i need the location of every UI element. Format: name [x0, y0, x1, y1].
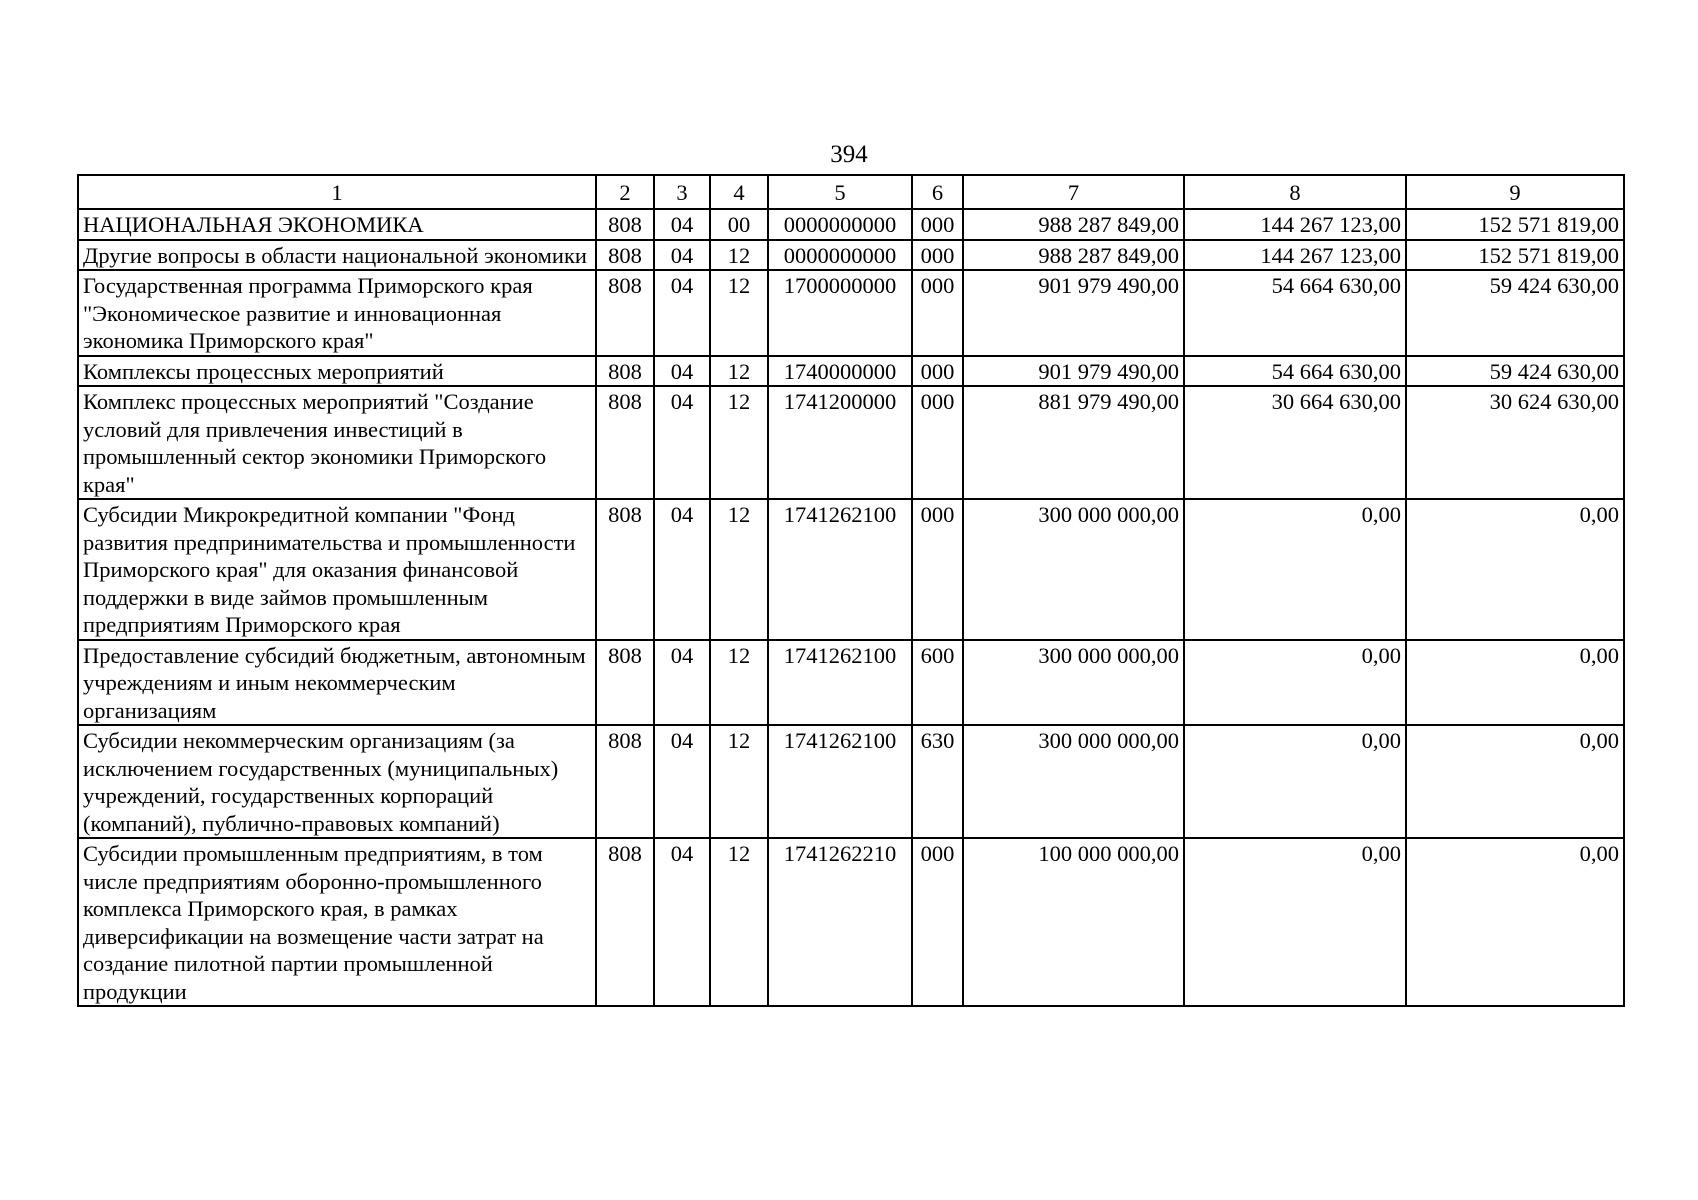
- cell-amount-col8: 0,00: [1184, 499, 1406, 640]
- cell-amount-col8: 144 267 123,00: [1184, 240, 1406, 271]
- cell-ministry-code: 808: [596, 240, 654, 271]
- cell-amount-col7: 300 000 000,00: [963, 725, 1184, 838]
- header-cell: 6: [912, 175, 963, 209]
- header-cell: 8: [1184, 175, 1406, 209]
- cell-section-code: 04: [654, 640, 710, 726]
- cell-amount-col7: 300 000 000,00: [963, 499, 1184, 640]
- cell-amount-col8: 0,00: [1184, 838, 1406, 1006]
- header-cell: 5: [768, 175, 912, 209]
- row-name: Комплекс процессных мероприятий "Создание условий для привлечения инвестиций в промышленный сектор экономики Приморского края": [78, 386, 596, 499]
- cell-expense-type-code: 000: [912, 270, 963, 356]
- table-row: [78, 725, 1624, 838]
- cell-amount-col7: 988 287 849,00: [963, 209, 1184, 240]
- cell-section-code: 04: [654, 725, 710, 838]
- cell-amount-col7: 901 979 490,00: [963, 356, 1184, 387]
- cell-subsection-code: 12: [710, 838, 768, 1006]
- cell-expense-type-code: 630: [912, 725, 963, 838]
- cell-amount-col8: 0,00: [1184, 640, 1406, 726]
- cell-target-code: 1741262100: [768, 725, 912, 838]
- cell-ministry-code: 808: [596, 270, 654, 356]
- cell-amount-col8: 144 267 123,00: [1184, 209, 1406, 240]
- cell-subsection-code: 12: [710, 386, 768, 499]
- table-row: [78, 386, 1624, 499]
- table-row: [78, 240, 1624, 271]
- header-row: [78, 175, 1624, 209]
- cell-ministry-code: 808: [596, 499, 654, 640]
- cell-subsection-code: 12: [710, 499, 768, 640]
- cell-expense-type-code: 000: [912, 240, 963, 271]
- cell-amount-col8: 30 664 630,00: [1184, 386, 1406, 499]
- cell-expense-type-code: 000: [912, 386, 963, 499]
- cell-expense-type-code: 000: [912, 356, 963, 387]
- cell-amount-col7: 100 000 000,00: [963, 838, 1184, 1006]
- cell-expense-type-code: 600: [912, 640, 963, 726]
- cell-ministry-code: 808: [596, 356, 654, 387]
- header-cell: 1: [78, 175, 596, 209]
- header-cell: 4: [710, 175, 768, 209]
- header-cell: 9: [1406, 175, 1624, 209]
- cell-amount-col7: 881 979 490,00: [963, 386, 1184, 499]
- cell-target-code: 1741262210: [768, 838, 912, 1006]
- row-name: Государственная программа Приморского края "Экономическое развитие и инновационная экономика Приморского края": [78, 270, 596, 356]
- cell-section-code: 04: [654, 838, 710, 1006]
- cell-amount-col9: 152 571 819,00: [1406, 209, 1624, 240]
- cell-amount-col8: 54 664 630,00: [1184, 356, 1406, 387]
- cell-amount-col8: 54 664 630,00: [1184, 270, 1406, 356]
- cell-amount-col7: 901 979 490,00: [963, 270, 1184, 356]
- header-cell: 7: [963, 175, 1184, 209]
- table-row: [78, 209, 1624, 240]
- cell-section-code: 04: [654, 356, 710, 387]
- header-cell: 3: [654, 175, 710, 209]
- table-row: [78, 838, 1624, 1006]
- cell-amount-col9: 0,00: [1406, 640, 1624, 726]
- budget-table: [77, 174, 1625, 1007]
- cell-target-code: 0000000000: [768, 240, 912, 271]
- cell-section-code: 04: [654, 499, 710, 640]
- cell-section-code: 04: [654, 386, 710, 499]
- row-name: Субсидии некоммерческим организациям (за исключением государственных (муниципальных) учреждений, государственных корпораций (компаний), публично-правовых компаний): [78, 725, 596, 838]
- cell-amount-col8: 0,00: [1184, 725, 1406, 838]
- cell-subsection-code: 12: [710, 725, 768, 838]
- cell-expense-type-code: 000: [912, 838, 963, 1006]
- cell-ministry-code: 808: [596, 386, 654, 499]
- row-name: Субсидии Микрокредитной компании "Фонд развития предпринимательства и промышленности Приморского края" для оказания финансовой поддержки в виде займов промышленным предприятиям Приморского края: [78, 499, 596, 640]
- row-name: Комплексы процессных мероприятий: [78, 356, 596, 387]
- cell-subsection-code: 00: [710, 209, 768, 240]
- row-name: Другие вопросы в области национальной экономики: [78, 240, 596, 271]
- row-name: Предоставление субсидий бюджетным, автономным учреждениям и иным некоммерческим организациям: [78, 640, 596, 726]
- cell-target-code: 1741262100: [768, 640, 912, 726]
- cell-expense-type-code: 000: [912, 209, 963, 240]
- cell-expense-type-code: 000: [912, 499, 963, 640]
- cell-subsection-code: 12: [710, 356, 768, 387]
- cell-target-code: 1700000000: [768, 270, 912, 356]
- cell-amount-col9: 30 624 630,00: [1406, 386, 1624, 499]
- cell-amount-col9: 0,00: [1406, 725, 1624, 838]
- cell-ministry-code: 808: [596, 640, 654, 726]
- row-name: Субсидии промышленным предприятиям, в том числе предприятиям оборонно-промышленного комплекса Приморского края, в рамках диверсификации на возмещение части затрат на создание пилотной партии промышленной продукции: [78, 838, 596, 1006]
- table-row: [78, 499, 1624, 640]
- cell-amount-col9: 59 424 630,00: [1406, 270, 1624, 356]
- page-number: 394: [830, 141, 868, 168]
- cell-amount-col9: 0,00: [1406, 499, 1624, 640]
- cell-amount-col9: 0,00: [1406, 838, 1624, 1006]
- cell-subsection-code: 12: [710, 270, 768, 356]
- cell-amount-col9: 59 424 630,00: [1406, 356, 1624, 387]
- table-row: [78, 356, 1624, 387]
- table-row: [78, 640, 1624, 726]
- cell-target-code: 1740000000: [768, 356, 912, 387]
- cell-target-code: 1741200000: [768, 386, 912, 499]
- cell-amount-col7: 300 000 000,00: [963, 640, 1184, 726]
- cell-ministry-code: 808: [596, 725, 654, 838]
- cell-amount-col7: 988 287 849,00: [963, 240, 1184, 271]
- cell-section-code: 04: [654, 240, 710, 271]
- row-name: НАЦИОНАЛЬНАЯ ЭКОНОМИКА: [78, 209, 596, 240]
- cell-target-code: 0000000000: [768, 209, 912, 240]
- cell-subsection-code: 12: [710, 240, 768, 271]
- cell-amount-col9: 152 571 819,00: [1406, 240, 1624, 271]
- cell-target-code: 1741262100: [768, 499, 912, 640]
- cell-section-code: 04: [654, 209, 710, 240]
- header-cell: 2: [596, 175, 654, 209]
- cell-subsection-code: 12: [710, 640, 768, 726]
- cell-ministry-code: 808: [596, 838, 654, 1006]
- cell-section-code: 04: [654, 270, 710, 356]
- cell-ministry-code: 808: [596, 209, 654, 240]
- table-row: [78, 270, 1624, 356]
